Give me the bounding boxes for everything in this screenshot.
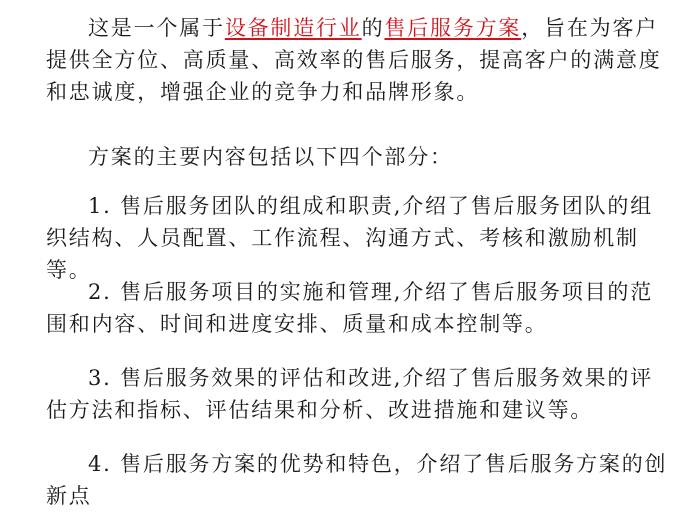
section-text: 售后服务效果的评估和改进,介绍了售后服务效果的评估方法和指标、评估结果和分析、改进措施和建议等。 [46,366,653,422]
intro-text-after: ，旨在为客户提供全方位、高质量、高效率的售后服务，提高客户的满意度和忠诚度，增强企业的竞争力和品牌形象。 [46,16,662,104]
section-text: 售后服务团队的组成和职责,介绍了售后服务团队的组织结构、人员配置、工作流程、沟通方式、考核和激励机制等。 [46,194,653,282]
section-number: 3. [88,366,112,390]
section-number: 2. [88,280,112,304]
intro-paragraph [46,12,671,108]
highlight-plan-link[interactable]: 售后服务方案 [384,16,522,40]
lead-paragraph: 方案的主要内容包括以下四个部分： [88,145,453,169]
section-item [46,448,671,512]
section-item [46,362,671,426]
section-item [46,190,671,286]
section-number: 1. [88,194,112,218]
intro-text-middle: 的 [361,16,385,40]
section-text: 售后服务方案的优势和特色，介绍了售后服务方案的创新点 [46,452,668,508]
intro-text-before: 这是一个属于 [88,16,225,40]
highlight-industry-link[interactable]: 设备制造行业 [224,16,362,40]
section-number: 4. [88,452,112,476]
section-item [46,276,671,340]
section-text: 售后服务项目的实施和管理,介绍了售后服务项目的范围和内容、时间和进度安排、质量和成本控制等。 [46,280,653,336]
